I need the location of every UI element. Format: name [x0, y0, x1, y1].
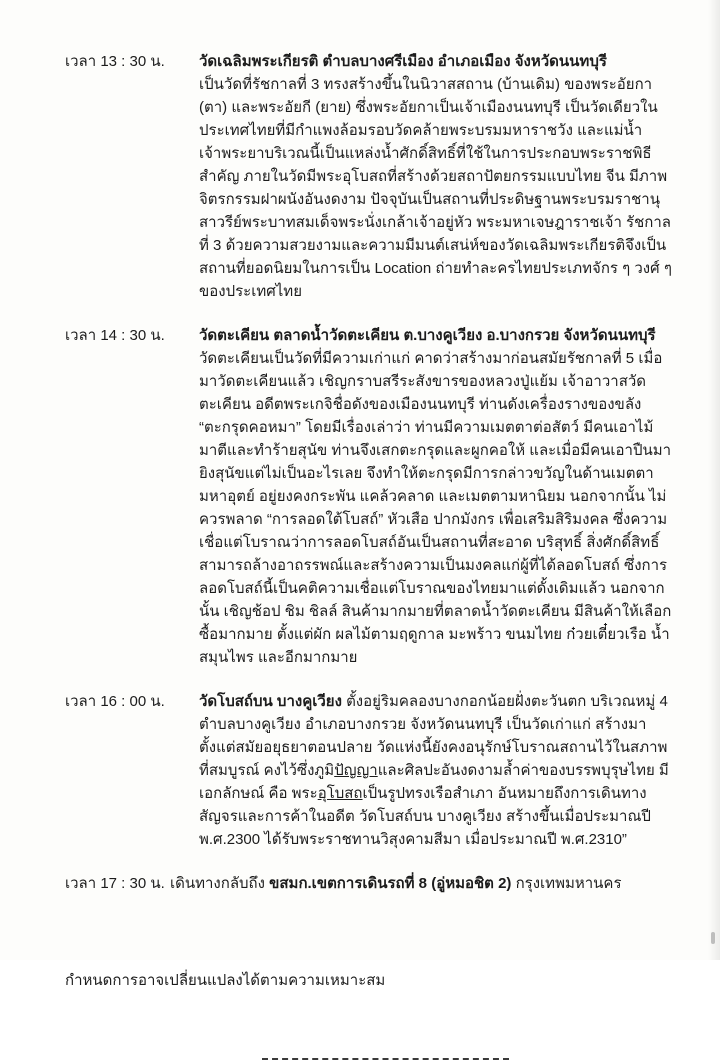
return-trip-line: [170, 872, 676, 895]
time-label-1430: เวลา 14 : 30 น.: [65, 327, 165, 344]
time-label-1330: เวลา 13 : 30 น.: [65, 53, 165, 70]
place-description-wat-takian: วัดตะเคียนเป็นวัดที่มีความเก่าแก่ คาดว่าสร้างมาก่อนสมัยรัชกาลที่ 5 เมื่อมาวัดตะเคียนแล้ว เชิญกราบสรีระสังขารของหลวงปู่แย้ม เจ้าอาวาสวัดตะเคียน อดีตพระเกจิชื่อดังของเมืองนนทบุรี ท่านดังเครื่องรางของขลัง “ตะกรุดคอหมา” โดยมีเรื่องเล่าว่า ท่านมีความเมตตาต่อสัตว์ มีคนเอาไม้มาตีและทำร้ายสุนัข ท่านจึงเสกตะกรุดและผูกคอให้ และเมื่อมีคนเอาปืนมายิงสุนัขแต่ไม่เป็นอะไรเลย จึงทำให้ตะกรุดมีการกล่าวขวัญในด้านเมตตามหาอุตย์ อยู่ยงคงกระพัน แคล้วคลาด และเมตตามหานิยม นอกจากนั้น ไม่ควรพลาด “การลอดใต้โบสถ์” หัวเสือ ปากมังกร เพื่อเสริมสิริมงคล ซึ่งความเชื่อแต่โบราณว่าการลอดโบสถ์อันเป็นสถานที่สะอาด บริสุทธิ์ สิ่งศักดิ์สิทธิ์ สามารถล้างอาถรรพณ์และสร้างความเป็นมงคลแก่ผู้ที่ได้ลอดโบสถ์ ซึ่งการลอดโบสถ์นี้เป็นคติความเชื่อแต่โบราณของไทยมาแต่ดั้งเดิมแล้ว นอกจากนั้น เชิญช้อป ชิม ชิลล์ สินค้ามากมายที่ตลาดน้ำวัดตะเคียน มีสินค้าให้เลือกซื้อมากมาย ตั้งแต่ผัก ผลไม้ตามฤดูกาล มะพร้าว ขนมไทย ก๋วยเตี๋ยวเรือ น้ำสมุนไพร และอีกมากมาย: [199, 350, 672, 666]
scan-speck-artifact: [711, 932, 715, 944]
schedule-item-1430: [65, 324, 676, 669]
schedule-item-1600-content: [199, 690, 676, 851]
time-label-1730: เวลา 17 : 30 น.: [65, 875, 165, 892]
schedule-item-1600: [65, 690, 676, 851]
return-trip-text: เดินทางกลับถึง ขสมก.เขตการเดินรถที่ 8 (อู่หมอชิต 2) กรุงเทพมหานคร: [170, 875, 622, 892]
place-title-wat-chalerm: วัดเฉลิมพระเกียรติ ตำบลบางศรีเมือง อำเภอเมือง จังหวัดนนทบุรี: [199, 53, 607, 70]
schedule-item-1430-content: [199, 324, 676, 669]
schedule-item-1730: [65, 872, 676, 895]
footer-note: กำหนดการอาจเปลี่ยนแปลงได้ตามความเหมาะสม: [65, 972, 386, 989]
schedule-item-1330-content: [199, 50, 676, 303]
place-description-wat-chalerm: เป็นวัดที่รัชกาลที่ 3 ทรงสร้างขึ้นในนิวาสสถาน (บ้านเดิม) ของพระอัยกา (ตา) และพระอัยกี (ยาย) ซึ่งพระอัยกาเป็นเจ้าเมืองนนทบุรี เป็นวัดเดียวในประเทศไทยที่มีกำแพงล้อมรอบวัดคล้ายพระบรมมหาราชวัง และแม่น้ำเจ้าพระยาบริเวณนี้เป็นแหล่งน้ำศักดิ์สิทธิ์ที่ใช้ในการประกอบพระราชพิธีสำคัญ ภายในวัดมีพระอุโบสถที่สร้างด้วยสถาปัตยกรรมแบบไทย จีน มีภาพจิตรกรรมฝาผนังอันงดงาม ปัจจุบันเป็นสถานที่ประดิษฐานพระบรมราชานุสาวรีย์พระบาทสมเด็จพระนั่งเกล้าเจ้าอยู่หัว พระมหาเจษฎาราชเจ้า รัชกาลที่ 3 ด้วยความสวยงามและความมีมนต์เสน่ห์ของวัดเฉลิมพระเกียรติจึงเป็นสถานที่ยอดนิยมในการเป็น Location ถ่ายทำละครไทยประเภทจักร ๆ วงศ์ ๆ ของประเทศไทย: [199, 76, 672, 300]
place-title-wat-takian: วัดตะเคียน ตลาดน้ำวัดตะเคียน ต.บางคูเวียง อ.บางกรวย จังหวัดนนทบุรี: [199, 327, 656, 344]
time-label-1600: เวลา 16 : 00 น.: [65, 693, 165, 710]
schedule-item-1330: [65, 50, 676, 303]
place-description-wat-bot-bon: วัดโบสถ์บน บางคูเวียง ตั้งอยู่ริมคลองบางกอกน้อยฝั่งตะวันตก บริเวณหมู่ 4 ตำบลบางคูเวียง อำเภอบางกรวย จังหวัดนนทบุรี เป็นวัดเก่าแก่ สร้างมาตั้งแต่สมัยอยุธยาตอนปลาย วัดแห่งนี้ยังคงอนุรักษ์โบราณสถานไว้ในสภาพที่สมบูรณ์ คงไว้ซึ่งภูมิปัญญาและศิลปะอันงดงามล้ำค่าของบรรพบุรุษไทย มีเอกลักษณ์ คือ พระอุโบสถเป็นรูปทรงเรือสำเภา อันหมายถึงการเดินทางสัญจรและการค้าในอดีต วัดโบสถ์บน บางคูเวียง สร้างขึ้นเมื่อประมาณปี พ.ศ.2300 ได้รับพระราชทานวิสุงคามสีมา เมื่อประมาณปี พ.ศ.2310”: [199, 693, 669, 848]
